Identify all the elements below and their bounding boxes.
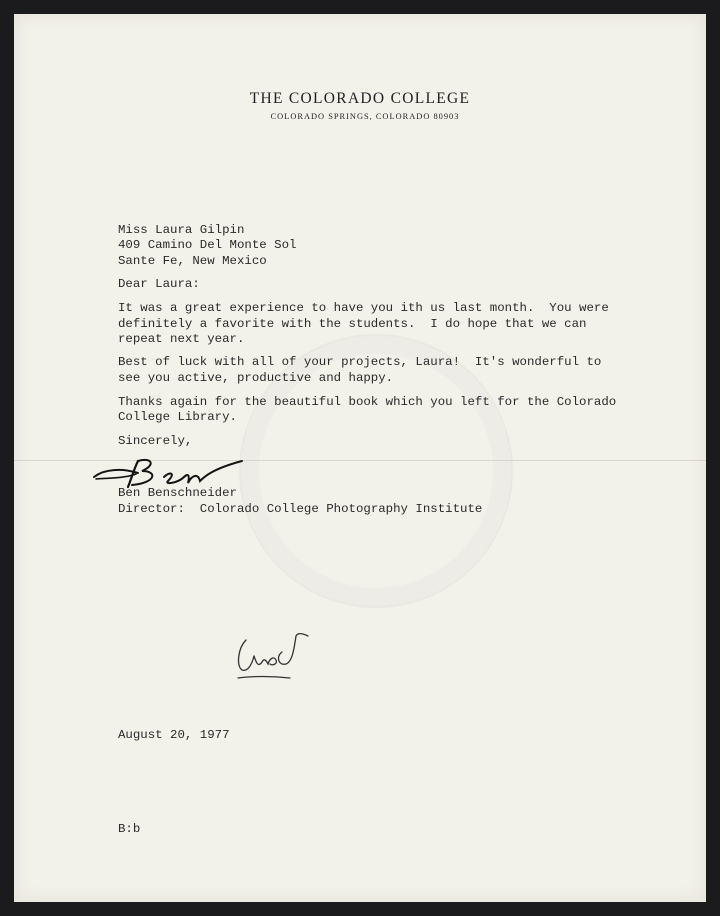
- signer-name: Ben Benschneider: [118, 486, 237, 500]
- body-paragraph-2-line-2: see you active, productive and happy.: [118, 371, 394, 385]
- body-paragraph-1-line-2: definitely a favorite with the students. I do hope that we can: [118, 317, 587, 331]
- handwritten-initials: [232, 630, 322, 691]
- body-paragraph-3-line-1: Thanks again for the beautiful book which you left for the Colorado: [118, 395, 617, 409]
- body-paragraph-1-line-3: repeat next year.: [118, 332, 245, 346]
- closing: Sincerely,: [118, 434, 193, 448]
- typist-initials: B:b: [118, 822, 141, 836]
- letter-date: August 20, 1977: [118, 728, 230, 742]
- body-paragraph-3-line-2: College Library.: [118, 410, 237, 424]
- salutation: Dear Laura:: [118, 277, 200, 291]
- body-paragraph-2-line-1: Best of luck with all of your projects, Laura! It's wonderful to: [118, 355, 602, 369]
- letter-page: [14, 14, 706, 902]
- recipient-city: Sante Fe, New Mexico: [118, 254, 267, 268]
- signer-title: [118, 502, 482, 518]
- body-paragraph-1-line-1: It was a great experience to have you ith us last month. You were: [118, 301, 609, 315]
- letterhead-name: THE COLORADO COLLEGE: [249, 90, 471, 107]
- signer-title-label: Director:: [118, 502, 185, 516]
- recipient-name: Miss Laura Gilpin: [118, 223, 245, 237]
- signer-title-text: Colorado College Photography Institute: [199, 502, 483, 516]
- recipient-street: 409 Camino Del Monte Sol: [118, 238, 297, 252]
- letterhead-address: COLORADO SPRINGS, COLORADO 80903: [270, 112, 460, 121]
